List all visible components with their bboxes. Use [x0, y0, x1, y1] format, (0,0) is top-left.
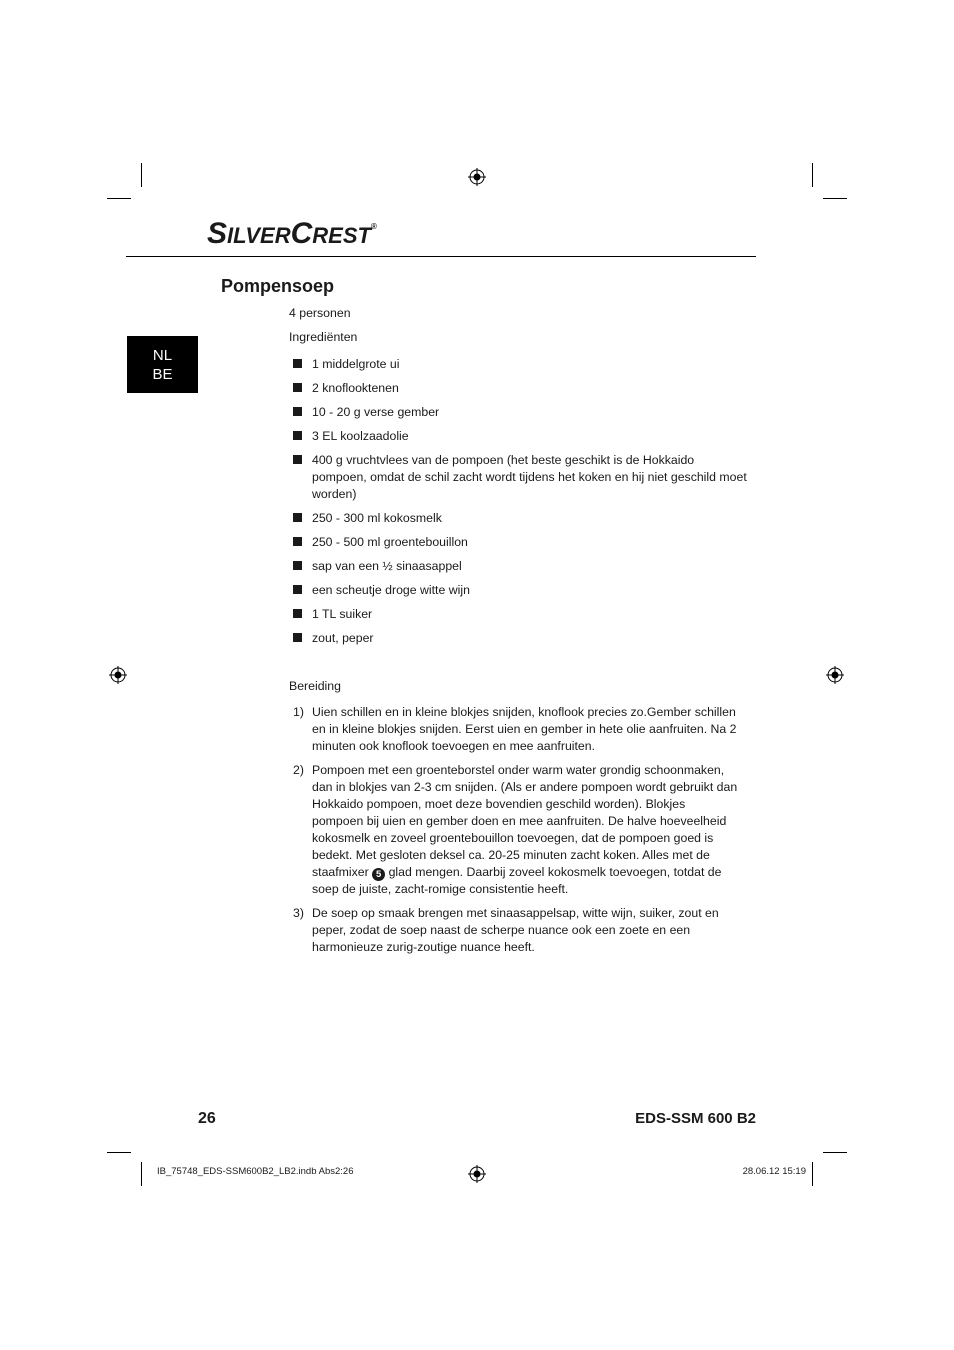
registration-mark-icon: [468, 1165, 486, 1183]
brand-logo: SILVERCREST®: [207, 217, 377, 250]
registration-mark-icon: [468, 168, 486, 186]
square-bullet-icon: [293, 633, 302, 642]
step-number: 2): [293, 763, 304, 777]
crop-mark: [812, 163, 813, 187]
square-bullet-icon: [293, 585, 302, 594]
language-tab: [127, 336, 198, 393]
preparation-steps: [289, 704, 739, 963]
preparation-heading: Bereiding: [289, 679, 341, 693]
part-reference-badge: 5: [372, 868, 385, 881]
square-bullet-icon: [293, 561, 302, 570]
list-item: 1 TL suiker: [289, 606, 749, 623]
square-bullet-icon: [293, 407, 302, 416]
crop-mark: [141, 1162, 142, 1186]
step-item: [289, 905, 739, 956]
step-text: Uien schillen en in kleine blokjes snijden, knoflook precies zo.Gember schillen en in kleine blokjes snijden. Eerst uien en gember in hete olie aanfruiten. Na 2 minuten ook knoflook toevoegen en mee aanfruiten.: [312, 705, 737, 753]
step-item: [289, 704, 739, 755]
list-item: 250 - 300 ml kokosmelk: [289, 510, 749, 527]
step-text: Pompoen met een groenteborstel onder warm water grondig schoonmaken, dan in blokjes van 2-3 cm snijden. (Als er andere pompoen wordt gebruikt dan Hokkaido pompoen, moet deze bovendien geschild worden). Blokjes pompoen bij uien en gember doen en mee aanfruiten. De halve hoeveelheid kokosmelk en zoveel groentebouillon toevoegen, dat de pompoen goed is bedekt. Met gesloten deksel ca. 20-25 minuten zacht koken. Alles met de staafmixer: [312, 763, 738, 879]
servings: 4 personen: [289, 306, 351, 320]
print-slug-file: IB_75748_EDS-SSM600B2_LB2.indb Abs2:26: [157, 1166, 354, 1177]
crop-mark: [812, 1162, 813, 1186]
square-bullet-icon: [293, 513, 302, 522]
step-text: glad mengen. Daarbij zoveel kokosmelk toevoegen, totdat de soep de juiste, zacht-romige consistentie heeft.: [312, 865, 722, 896]
page-title: Pompensoep: [221, 276, 335, 296]
crop-mark: [107, 1152, 131, 1153]
square-bullet-icon: [293, 383, 302, 392]
list-item: 250 - 500 ml groentebouillon: [289, 534, 749, 551]
crop-mark: [823, 198, 847, 199]
model-number: EDS-SSM 600 B2: [635, 1110, 756, 1127]
registration-mark-icon: [826, 666, 844, 684]
list-item: zout, peper: [289, 630, 749, 647]
list-item: een scheutje droge witte wijn: [289, 582, 749, 599]
list-item: 3 EL koolzaadolie: [289, 428, 749, 445]
header-divider: [126, 256, 756, 257]
list-item: 2 knoflooktenen: [289, 380, 749, 397]
ingredients-heading: Ingrediënten: [289, 330, 358, 344]
step-number: 3): [293, 906, 304, 920]
list-item: 1 middelgrote ui: [289, 356, 749, 373]
square-bullet-icon: [293, 609, 302, 618]
square-bullet-icon: [293, 431, 302, 440]
list-item: 10 - 20 g verse gember: [289, 404, 749, 421]
square-bullet-icon: [293, 537, 302, 546]
step-item: [289, 762, 739, 898]
language-code-be: BE: [152, 365, 173, 383]
crop-mark: [107, 198, 131, 199]
list-item: 400 g vruchtvlees van de pompoen (het beste geschikt is de Hokkaido pompoen, omdat de schil zacht wordt tijdens het koken en hij niet geschild moet worden): [289, 452, 749, 503]
crop-mark: [141, 163, 142, 187]
square-bullet-icon: [293, 455, 302, 464]
ingredient-list: [289, 356, 749, 654]
list-item: sap van een ½ sinaasappel: [289, 558, 749, 575]
print-slug-date: 28.06.12 15:19: [742, 1166, 806, 1177]
square-bullet-icon: [293, 359, 302, 368]
step-text: De soep op smaak brengen met sinaasappelsap, witte wijn, suiker, zout en peper, zodat de soep naast de scherpe nuance ook een zoete en een harmonieuze zurig-zoutige nuance heeft.: [312, 906, 719, 954]
page-number: 26: [198, 1110, 216, 1127]
step-number: 1): [293, 705, 304, 719]
language-code-nl: NL: [152, 346, 173, 364]
crop-mark: [823, 1152, 847, 1153]
registration-mark-icon: [109, 666, 127, 684]
